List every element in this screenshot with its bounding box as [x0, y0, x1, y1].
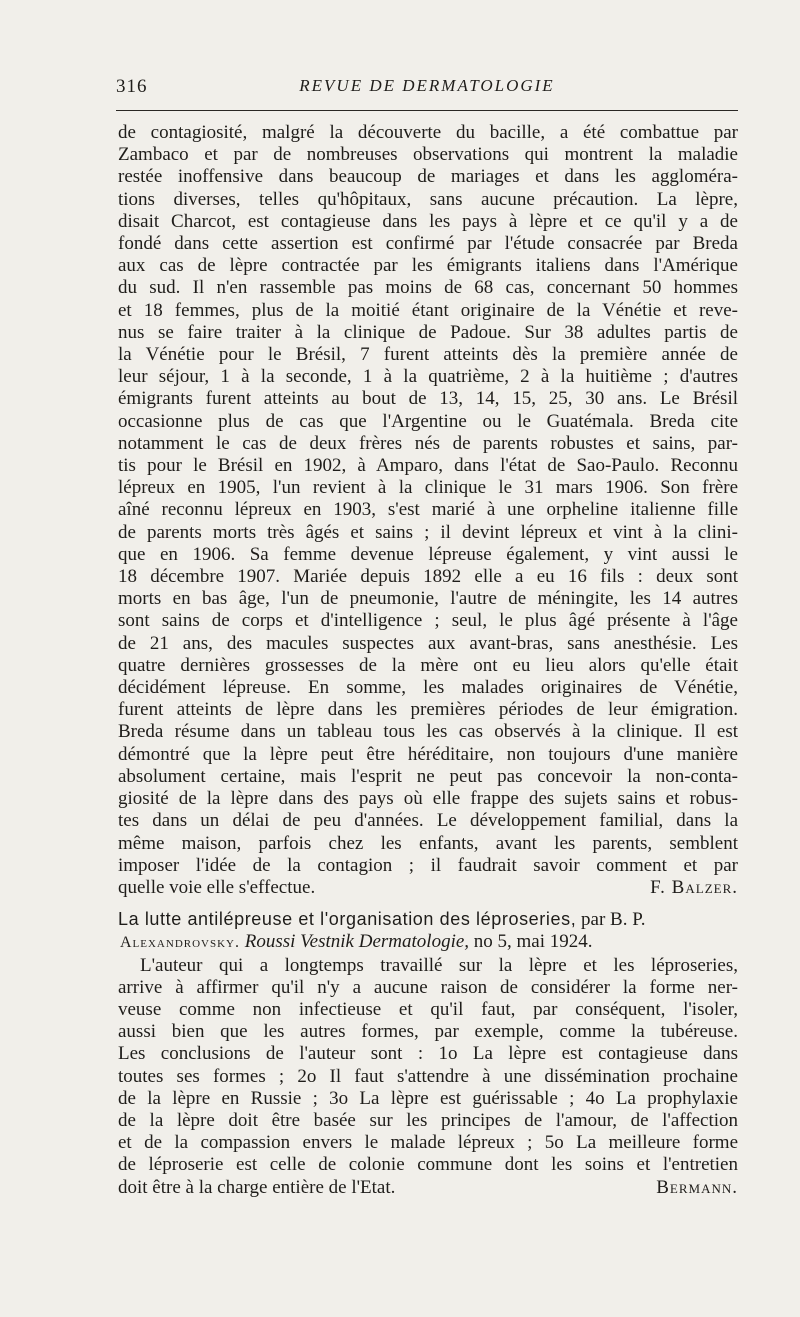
text-line: notamment le cas de deux frères nés de parents robustes et sains, par- — [118, 432, 738, 454]
text-line: Les conclusions de l'auteur sont : 1o La lèpre est contagieuse dans — [118, 1043, 738, 1065]
text-line: fondé dans cette assertion est confirmé par l'étude consacrée par Breda — [118, 233, 738, 255]
text-line: occasionne plus de cas que l'Argentine ou le Guatémala. Breda cite — [118, 410, 738, 432]
article2-citation: no 5, mai 1924. — [473, 931, 593, 953]
text-line: Zambaco et par de nombreuses observations qui montrent la maladie — [118, 144, 738, 166]
article2-heading-line2 — [118, 931, 593, 952]
text-line: et de la compassion envers le malade lépreux ; 5o La meilleure forme — [118, 1132, 738, 1154]
text-line: de 21 ans, des macules suspectes aux avant-bras, sans anesthésie. Les — [118, 632, 738, 654]
text-line: et 18 femmes, plus de la moitié étant originaire de la Vénétie et reve- — [118, 299, 738, 321]
article1-signature: F. Balzer. — [650, 876, 738, 898]
text-line: de la lèpre doit être basée sur les principes de l'amour, de l'affection — [118, 1109, 738, 1131]
article1-closing-line — [118, 877, 738, 899]
page-number: 316 — [116, 76, 148, 97]
article2-by: par B. P. — [581, 909, 646, 931]
text-line: la Vénétie pour le Brésil, 7 furent atteints dès la première année de — [118, 344, 738, 366]
text-line: lépreux en 1905, l'un revient à la clinique le 31 mars 1906. Son frère — [118, 477, 738, 499]
page-body — [118, 122, 738, 1199]
text-line: que en 1906. Sa femme devenue lépreuse également, y vint aussi le — [118, 543, 738, 565]
header-rule — [116, 110, 738, 111]
text-line: toutes ses formes ; 2o Il faut s'attendre à une dissémination prochaine — [118, 1065, 738, 1087]
text-line: du sud. Il n'en rassemble pas moins de 68 cas, concernant 50 hommes — [118, 277, 738, 299]
text-line: émigrants furent atteints au bout de 13, 14, 15, 25, 30 ans. Le Brésil — [118, 388, 738, 410]
text-line: arrive à affirmer qu'il n'y a aucune raison de considérer la forme ner- — [118, 976, 738, 998]
text-line: disait Charcot, est contagieuse dans les pays à lèpre et ce qu'il y a de — [118, 210, 738, 232]
text-line: veuse comme non infectieuse et qu'il faut, par conséquent, l'isoler, — [118, 998, 738, 1020]
article2-title: La lutte antilépreuse et l'organisation des léproseries, — [118, 909, 577, 930]
text-line: aîné reconnu lépreux en 1903, s'est marié à une orpheline italienne fille — [118, 499, 738, 521]
text-line: nus se faire traiter à la clinique de Padoue. Sur 38 adultes partis de — [118, 321, 738, 343]
article2-paragraph — [118, 955, 738, 1177]
text-line: L'auteur qui a longtemps travaillé sur la lèpre et les léproseries, — [140, 954, 738, 976]
text-line: tes dans un délai de peu d'années. Le développement familial, dans la — [118, 810, 738, 832]
article2-signature: Bermann. — [656, 1176, 738, 1198]
article1-paragraph — [118, 122, 738, 877]
article2-closing-line — [118, 1177, 738, 1199]
article2-heading — [118, 908, 738, 954]
text-line: 18 décembre 1907. Mariée depuis 1892 elle a eu 16 fils : deux sont — [118, 566, 738, 588]
article1-last-line: quelle voie elle s'effectue. — [118, 876, 316, 898]
article2-last-line: doit être à la charge entière de l'Etat. — [118, 1176, 396, 1198]
text-line: absolument certaine, mais l'esprit ne peut pas concevoir la non-conta- — [118, 765, 738, 787]
text-line: aussi bien que les autres formes, par exemple, comme la tubéreuse. — [118, 1021, 738, 1043]
text-line: tis pour le Brésil en 1902, à Amparo, dans l'état de Sao-Paulo. Reconnu — [118, 455, 738, 477]
article2-author: Alexandrovsky. — [120, 934, 240, 952]
text-line: leur séjour, 1 à la seconde, 1 à la quatrième, 2 à la huitième ; d'autres — [118, 366, 738, 388]
text-line: démontré que la lèpre peut être héréditaire, non toujours d'une manière — [118, 743, 738, 765]
text-line: de contagiosité, malgré la découverte du bacille, a été combattue par — [118, 122, 738, 143]
text-line: même maison, parfois chez les enfants, avant les parents, semblent — [118, 832, 738, 854]
text-line: de la lèpre en Russie ; 3o La lèpre est guérissable ; 4o La prophylaxie — [118, 1087, 738, 1109]
text-line: tions diverses, telles qu'hôpitaux, sans aucune précaution. La lèpre, — [118, 188, 738, 210]
text-line: imposer l'idée de la contagion ; il faudrait savoir comment et par — [118, 854, 738, 876]
text-line: décidément lépreuse. En somme, les malades originaires de Vénétie, — [118, 677, 738, 699]
text-line: giosité de la lèpre dans des pays où elle frappe des sujets sains et robus- — [118, 788, 738, 810]
text-line: de léproserie est celle de colonie commune dont les soins et l'entretien — [118, 1154, 738, 1176]
text-line: aux cas de lèpre contractée par les émigrants italiens dans l'Amérique — [118, 255, 738, 277]
text-line: morts en bas âge, l'un de pneumonie, l'autre de méningite, les 14 autres — [118, 588, 738, 610]
text-line: Breda résume dans un tableau tous les cas observés à la clinique. Il est — [118, 721, 738, 743]
page-header — [116, 76, 738, 100]
text-line: de parents morts très âgés et sains ; il devint lépreux et vint à la clini- — [118, 521, 738, 543]
article2-journal: Roussi Vestnik Dermatologie, — [244, 931, 470, 953]
text-line: sont sains de corps et d'intelligence ; seul, le plus âgé présente à l'âge — [118, 610, 738, 632]
text-line: quatre dernières grossesses de la mère ont eu lieu alors qu'elle était — [118, 654, 738, 676]
text-line: restée inoffensive dans beaucoup de mariages et dans les aggloméra- — [118, 166, 738, 188]
text-line: furent atteints de lèpre dans les premières périodes de leur émigration. — [118, 699, 738, 721]
running-title: REVUE DE DERMATOLOGIE — [299, 76, 555, 95]
